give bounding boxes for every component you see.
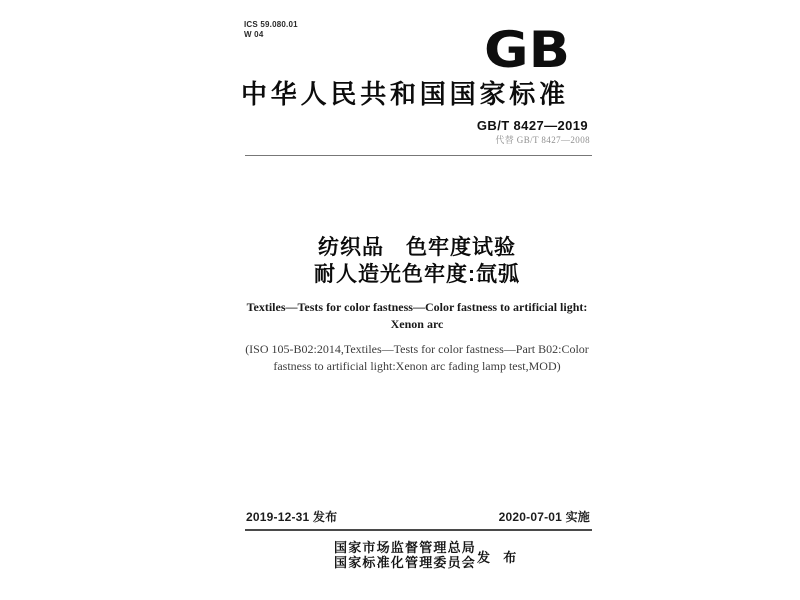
title-chinese — [241, 234, 593, 288]
title-en-line2: Xenon arc — [390, 317, 444, 331]
release-label: 发 布 — [477, 550, 522, 565]
title-en-line1: Textiles—Tests for color fastness—Color fastness to artificial light: — [246, 300, 588, 314]
national-standard-header: 中华人民共和国国家标准 — [241, 80, 569, 109]
ics-classification-block — [244, 20, 298, 40]
title-english — [241, 299, 593, 333]
footer-divider-line — [245, 529, 592, 531]
issue-date: 2019-12-31 发布 — [246, 510, 338, 524]
standard-number: GB/T 8427—2019 — [476, 118, 588, 133]
header-divider-line — [245, 155, 592, 156]
publisher-line2: 国家标准化管理委员会 — [334, 555, 477, 570]
gb-logo-icon — [482, 22, 572, 74]
publisher-block — [334, 540, 476, 570]
iso-ref-line1: (ISO 105-B02:2014,Textiles—Tests for color fastness—Part B02:Color — [245, 342, 589, 356]
implementation-date: 2020-07-01 实施 — [498, 510, 590, 524]
title-cn-line1: 纺织品 色牢度试验 — [318, 236, 516, 259]
iso-ref-line2: fastness to artificial light:Xenon arc fading lamp test,MOD) — [273, 359, 561, 373]
iso-adoption-reference — [241, 341, 593, 375]
replaces-note: 代替 GB/T 8427—2008 — [495, 135, 590, 145]
ics-code: ICS 59.080.01 — [244, 20, 298, 29]
publisher-line1: 国家市场监督管理总局 — [334, 540, 477, 555]
doc-class-code: W 04 — [244, 30, 264, 39]
gb-logo-text: GB — [484, 22, 570, 74]
title-cn-line2: 耐人造光色牢度:氙弧 — [314, 263, 520, 286]
